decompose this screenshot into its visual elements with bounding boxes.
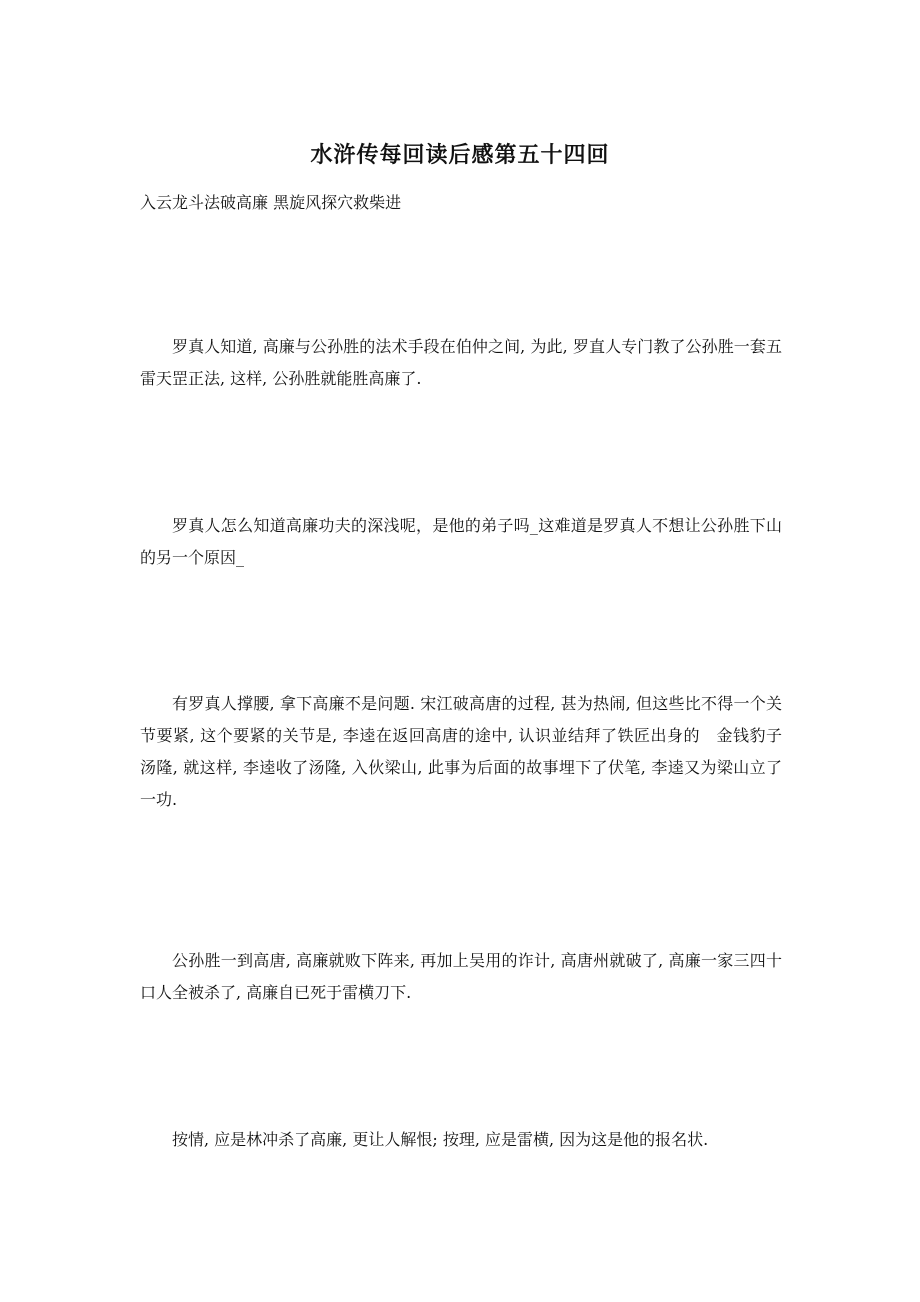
chapter-subtitle: 入云龙斗法破高廉 黑旋风探穴救柴进 [140, 193, 402, 212]
document-title: 水浒传每回读后感第五十四回 [310, 142, 610, 168]
paragraph: 罗真人怎么知道高廉功夫的深浅呢，是他的弟子吗_这难道是罗真人不想让公孙胜下山的另一个原因_ [140, 516, 782, 567]
paragraph: 公孙胜一到高唐, 高廉就败下阵来, 再加上吴用的诈计, 高唐州就破了, 高廉一家三四十口人全被杀了, 高廉自已死于雷横刀下. [140, 951, 782, 1002]
paragraph: 按情, 应是林冲杀了高廉, 更让人解恨; 按理, 应是雷横, 因为这是他的报名状. [172, 1130, 709, 1149]
paragraph: 有罗真人撑腰, 拿下高廉不是问题. 宋江破高唐的过程, 甚为热闹, 但这些比不得一个关节要紧, 这个要紧的关节是, 李逵在返回高唐的途中, 认识並结拜了铁匠出身的 金钱豹子 汤隆, 就这样, 李逵收了汤隆, 入伙梁山, 此事为后面的故事埋下了伏笔, 李逵又为梁山立了一功. [140, 694, 799, 809]
paragraph: 罗真人知道, 高廉与公孙胜的法术手段在伯仲之间, 为此, 罗直人专门教了公孙胜一套五雷天罡正法, 这样, 公孙胜就能胜高廉了. [140, 337, 782, 388]
